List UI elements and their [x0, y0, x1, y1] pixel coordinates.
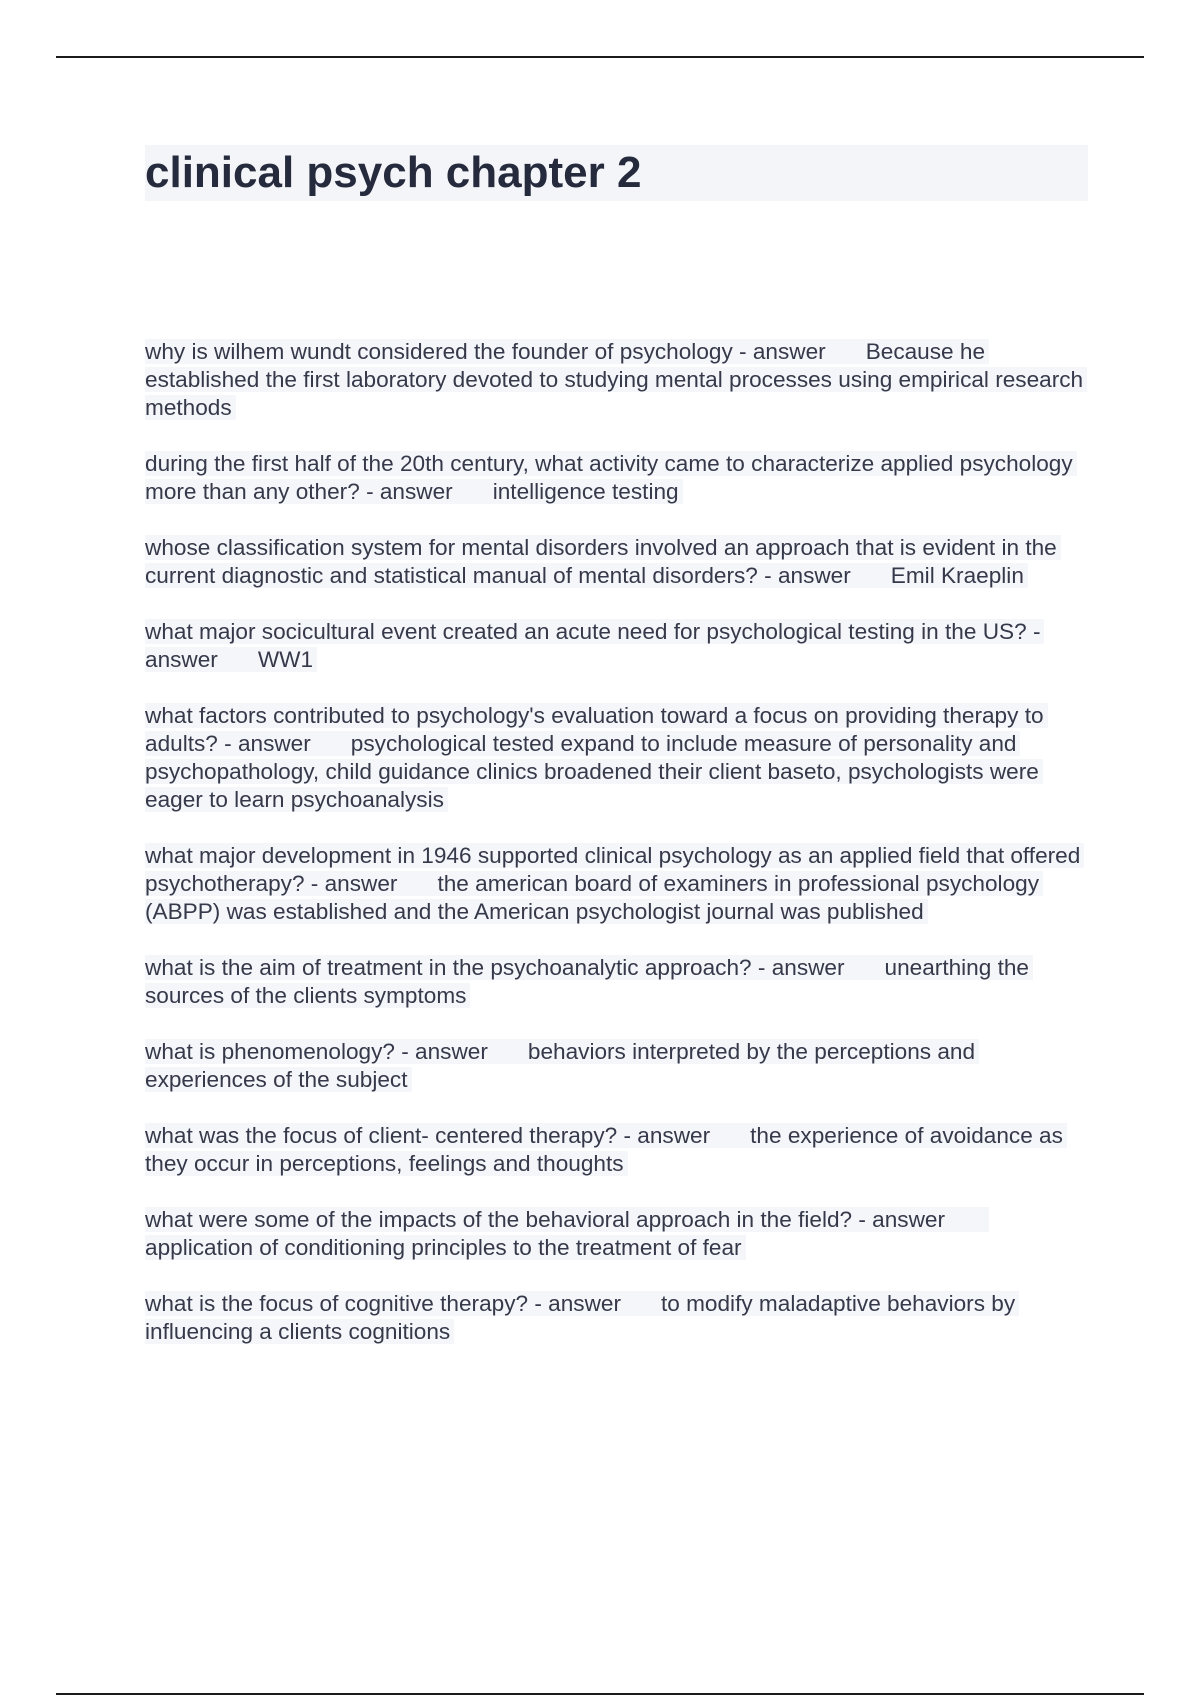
qa-item [145, 1038, 1085, 1094]
question-text: why is wilhem wundt considered the founder of psychology [145, 339, 733, 364]
top-rule [56, 56, 1144, 58]
qa-item [145, 618, 1085, 674]
answer-marker: - answer [366, 479, 453, 504]
qa-item [145, 1122, 1085, 1178]
answer-marker: - answer [145, 619, 1041, 672]
qa-item [145, 338, 1085, 422]
answer-marker: - answer [534, 1291, 621, 1316]
bottom-rule [56, 1693, 1144, 1695]
answer-marker: - answer [757, 955, 845, 980]
qa-item [145, 1206, 1085, 1262]
answer-text: intelligence testing [492, 479, 679, 504]
question-text: what were some of the impacts of the behavioral approach in the field? [145, 1207, 853, 1232]
answer-text: unearthing the sources of the clients symptoms [145, 955, 1029, 1008]
qa-item [145, 1290, 1085, 1346]
question-text: what major development in 1946 supported clinical psychology as an applied field that offered psychotherapy? [145, 843, 1081, 896]
answer-marker: - answer [858, 1207, 946, 1232]
qa-list [145, 338, 1085, 1374]
qa-item [145, 842, 1085, 926]
answer-marker: - answer [764, 563, 851, 588]
qa-item [145, 534, 1085, 590]
question-text: what factors contributed to psychology's evaluation toward a focus on providing therapy to adults? [145, 703, 1044, 756]
answer-text: Emil Kraeplin [890, 563, 1024, 588]
answer-marker: - answer [739, 339, 826, 364]
page-title: clinical psych chapter 2 [145, 148, 642, 197]
answer-marker: - answer [224, 731, 311, 756]
qa-item [145, 702, 1085, 814]
answer-marker: - answer [401, 1039, 488, 1064]
question-text: what is phenomenology? [145, 1039, 395, 1064]
question-text: whose classification system for mental disorders involved an approach that is evident in the current diagnostic and statistical manual of mental disorders? [145, 535, 1057, 588]
answer-text: Because he established the first laboratory devoted to studying mental processes using empirical research methods [145, 339, 1084, 420]
answer-text: to modify maladaptive behaviors by influencing a clients cognitions [145, 1291, 1016, 1344]
qa-item [145, 450, 1085, 506]
question-text: what was the focus of client- centered therapy? [145, 1123, 618, 1148]
question-text: during the first half of the 20th century, what activity came to characterize applied psychology more than any other? [145, 451, 1073, 504]
answer-text: WW1 [257, 647, 314, 672]
answer-marker: - answer [623, 1123, 711, 1148]
answer-text: behaviors interpreted by the perceptions and experiences of the subject [145, 1039, 976, 1092]
qa-item [145, 954, 1085, 1010]
answer-text: the experience of avoidance as they occur in perceptions, feelings and thoughts [145, 1123, 1063, 1176]
question-text: what is the focus of cognitive therapy? [145, 1291, 529, 1316]
answer-text: application of conditioning principles to the treatment of fear [145, 1235, 742, 1260]
question-text: what is the aim of treatment in the psychoanalytic approach? [145, 955, 752, 980]
question-text: what major socicultural event created an acute need for psychological testing in the US? [145, 619, 1027, 644]
answer-marker: - answer [310, 871, 398, 896]
answer-text: the american board of examiners in professional psychology (ABPP) was established and the American psychologist journal was published [145, 871, 1040, 924]
answer-text: psychological tested expand to include measure of personality and psychopathology, child guidance clinics broadened their client baseto, psychologists were eager to learn psychoanalysis [145, 731, 1039, 812]
